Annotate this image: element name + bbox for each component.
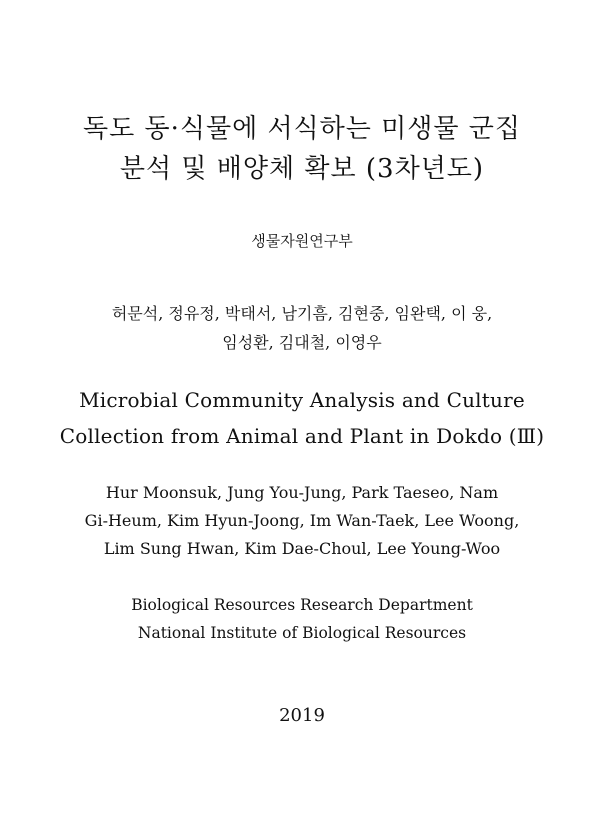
english-authors-line-3: Lim Sung Hwan, Kim Dae-Choul, Lee Young-Woo <box>103 539 501 558</box>
korean-authors-line-2: 임성환, 김대철, 이영우 <box>222 333 382 352</box>
publication-year: 2019 <box>279 705 325 726</box>
institution-line-2: National Institute of Biological Resources <box>137 624 467 642</box>
institution-line-1: Biological Resources Research Department <box>131 596 473 614</box>
english-title-line-2: Collection from Animal and Plant in Dokdo (Ⅲ) <box>59 424 545 448</box>
english-authors-line-2: Gi-Heum, Kim Hyun-Joong, Im Wan-Taek, Lee Woong, <box>84 511 520 530</box>
korean-authors-line-1: 허문석, 정유정, 박태서, 남기흠, 김현중, 임완택, 이 웅, <box>111 304 493 323</box>
korean-title-line-1: 독도 동·식물에 서식하는 미생물 군집 <box>82 114 522 144</box>
korean-title-line-2: 분석 및 배양체 확보 (3차년도) <box>119 154 485 184</box>
english-authors-line-1: Hur Moonsuk, Jung You-Jung, Park Taeseo, Nam <box>105 483 499 502</box>
korean-department: 생물자원연구부 <box>251 232 353 250</box>
english-title-line-1: Microbial Community Analysis and Culture <box>79 388 525 412</box>
